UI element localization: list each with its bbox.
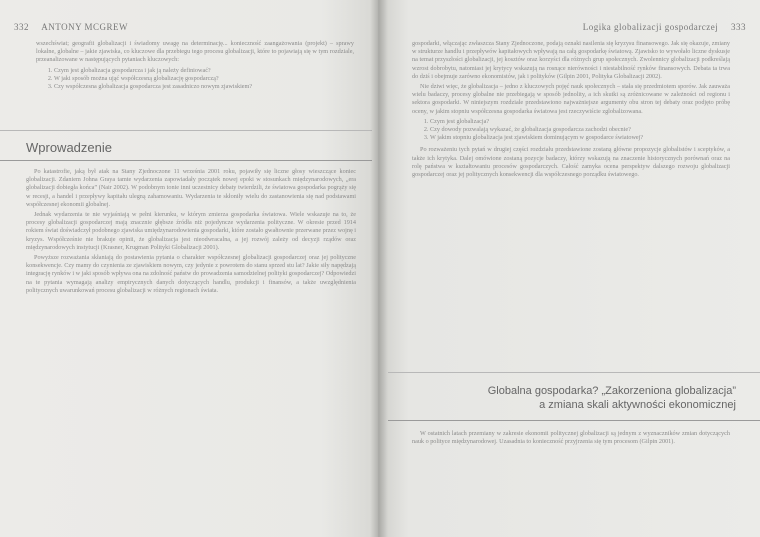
right-paragraph-3: Po rozważeniu tych pytań w drugiej części rozdziału przedstawione zostaną główne propozycje globalistów i sceptyków, a także ich krytyka. Dalej omówione zostaną pozycje badaczy, którzy wskazują na znaczenie historycznych porównań oraz na rolę państwa w kształtowaniu procesów gospodarczych. Całość zamyka ocena perspektyw dalszego rozwoju globalizacji gospodarczej oraz jej politycznych konsekwencji dla współczesnego porządku światowego.: [412, 146, 730, 179]
left-header-text: ANTONY MCGREW: [41, 22, 129, 32]
left-section-top-rule: [0, 130, 372, 131]
left-body-text: [26, 168, 356, 297]
left-intro-paragraph: wszechświat; geografii globalizacji i świadomy uwagę na determinację... konieczność zaangażowania (projekt) – sprawy lokalne, globalne – jakie zjawiska, co kluczowe dla przebiegu tego procesu globalizacji, które to pojawiają się w tym rozdziale, przeanalizowane w następujących pytaniach kluczowych:: [36, 40, 354, 64]
left-paragraph-2: Jednak wydarzenia te nie wyjaśniają w pełni kierunku, w którym zmierza gospodarka światowa. Wiele wskazuje na to, że procesy globalizacji gospodarczej mają znacznie głębsze źródła niż pojedyncze wydarzenia polityczne. W okresie przed 1914 rokiem świat doświadczył podobnego zjawiska umiędzynarodowienia gospodarki, które zostało gwałtownie przerwane przez wojnę i kryzys. Współcześnie nie brakuje opinii, że globalizacja jest nieodwracalna, a jej rozwój zależy od decyzji rządów oraz międzynarodowych instytucji (Krasner, Krugman Polityki Globalizacji 2001).: [26, 211, 356, 251]
left-paragraph-3: Powyższe rozważania skłaniają do postawienia pytania o charakter współczesnej globalizacji gospodarczej oraz jej polityczne konsekwencje. Czy mamy do czynienia ze zjawiskiem nowym, czy jedynie z powrotem do stanu sprzed stu lat? Jakie siły napędzają integrację rynków i w jaki sposób wpływa ona na zdolność państw do prowadzenia samodzielnej polityki gospodarczej? Odpowiedzi na te pytania wymagają analizy empirycznych danych dotyczących handlu, produkcji i finansów, a także uwzględnienia politycznych uwarunkowań procesu globalizacji w różnych regionach świata.: [26, 254, 356, 294]
left-question-1: 1. Czym jest globalizacja gospodarcza i jak ją należy definiować?: [54, 67, 354, 75]
left-page: [0, 0, 378, 537]
right-header-text: Logika globalizacji gospodarczej: [582, 22, 719, 32]
right-section-title: [488, 384, 736, 412]
left-question-2: 2. W jaki sposób można ująć współczesną globalizację gospodarczą?: [54, 75, 354, 83]
left-page-number: 332: [14, 22, 29, 32]
right-paragraph-2: Nie dziwi więc, że globalizacja – jedno z kluczowych pojęć nauk społecznych – stała się przedmiotem sporów. Jak zauważa wielu badaczy, procesy globalne nie przebiegają w sposób jednolity, a ich skutki są zróżnicowane w zależności od regionu i sektora gospodarki. W niniejszym rozdziale przedstawiono najważniejsze argumenty obu stron tej debaty oraz podjęto próbę oceny, w jakim stopniu współczesna gospodarka światowa jest rzeczywiście zglobalizowana.: [412, 83, 730, 115]
right-section-top-rule: [388, 372, 760, 373]
right-closing-block: [412, 430, 730, 448]
left-question-3: 3. Czy współczesna globalizacja gospodarcza jest zasadniczo nowym zjawiskiem?: [54, 83, 354, 91]
left-questions-list: [54, 67, 354, 92]
left-section-bottom-rule: [0, 160, 372, 161]
book-gutter-shadow: [370, 0, 388, 537]
right-page: [378, 0, 760, 537]
right-paragraph-1: gospodarki, włączając zwłaszcza Stany Zjednoczone, podają oznaki nasilenia się kryzysu finansowego. Jak się okazuje, zmiany w strukturze handlu i przepływów kapitałowych wpływają na całą gospodarkę światową. Zjawisko to wywołało liczne dyskusje na temat przyszłości globalizacji, jej kosztów oraz korzyści dla różnych grup społecznych. Zwolennicy globalizacji podkreślają wzrost dobrobytu, natomiast jej krytycy wskazują na rosnące nierówności i niestabilność rynków finansowych. Debata ta trwa do dziś i obejmuje zarówno ekonomistów, jak i polityków (Gilpin 2001, Polityka Globalizacji 2002).: [412, 40, 730, 80]
right-section-title-line-2: a zmiana skali aktywności ekonomicznej: [539, 399, 736, 411]
right-section-bottom-rule: [388, 420, 760, 421]
right-question-3: 3. W jakim stopniu globalizacja jest zjawiskiem dominującym w gospodarce światowej?: [430, 134, 730, 142]
right-questions-list: [430, 118, 730, 143]
right-closing-paragraph: W ostatnich latach przemiany w zakresie ekonomii politycznej globalizacji są jednym z wyznaczników zmian dotyczących nauk o polityce międzynarodowej. Uzasadnia to konieczność przyjrzenia się tym procesom (Gilpin 2001).: [412, 430, 730, 446]
right-body-text: [412, 40, 730, 181]
right-page-number: 333: [731, 22, 746, 32]
right-running-header: [583, 22, 746, 32]
right-question-1: 1. Czym jest globalizacja?: [430, 118, 730, 126]
right-question-2: 2. Czy dowody pozwalają wykazać, że globalizacja gospodarcza zachodzi obecnie?: [430, 126, 730, 134]
left-running-header: [14, 22, 128, 32]
left-intro-block: [36, 40, 354, 95]
left-paragraph-1: Po katastrofie, jaką był atak na Stany Zjednoczone 11 września 2001 roku, pojawiły się liczne głosy wieszczące koniec globalizacji. Zdaniem Johna Graya tamte wydarzenia zapowiadały początek nowej epoki w stosunkach międzynarodowych, „era globalizacji dobiegła końca” (Nair 2002). W podobnym tonie inni uczestnicy debaty twierdzili, że światowa gospodarka pogrąży się w recesji, a handel i przepływy kapitału ulegną zahamowaniu. Wydarzenia te skłoniły wielu do zastanowienia się nad podstawami współczesnej ekonomii globalnej.: [26, 168, 356, 208]
right-section-title-line-1: Globalna gospodarka? „Zakorzeniona globalizacja”: [487, 385, 736, 397]
left-section-title: Wprowadzenie: [26, 140, 112, 155]
